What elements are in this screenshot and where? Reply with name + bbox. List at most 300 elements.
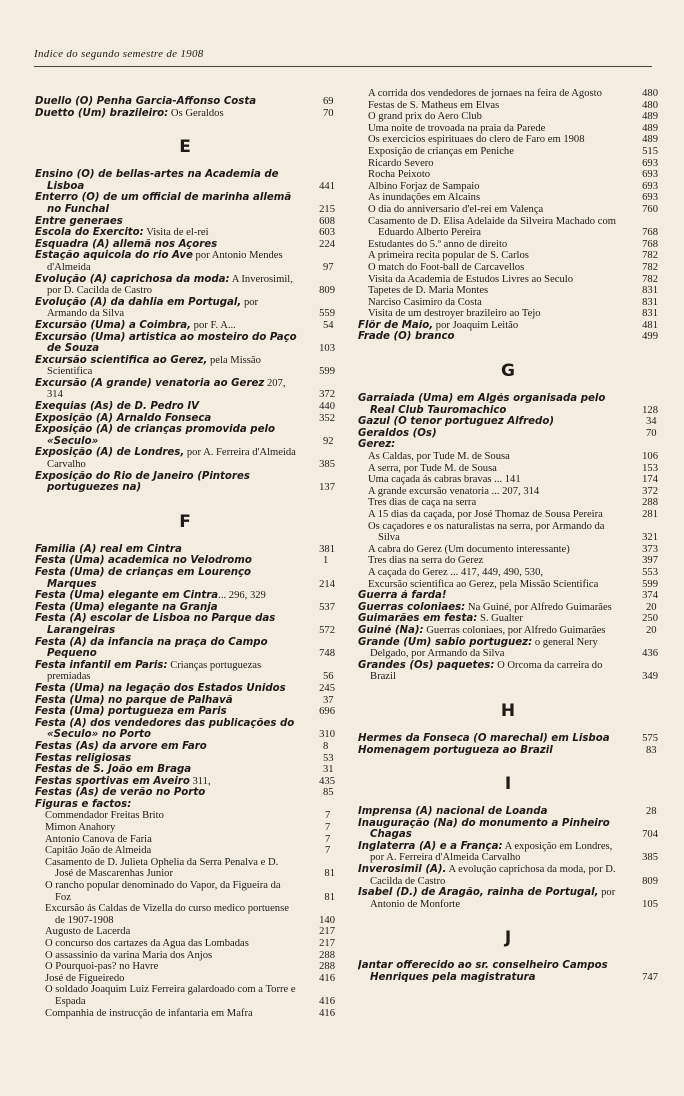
sub-entry: [45, 984, 335, 1007]
entry-detail: por Antonio de Monforte: [370, 887, 616, 910]
entry-text: Visita da Academia de Estudos Livres ao Seculo: [368, 273, 574, 285]
entry-detail: Na Guiné, por Alfredo Guimarães: [465, 601, 612, 613]
entry-text: [358, 841, 612, 864]
entry-heading: Guimarães em festa:: [358, 613, 478, 625]
entry-text: Narciso Casimiro da Costa: [368, 296, 482, 308]
page-number: 553: [642, 566, 658, 578]
entry-heading: Exposição (A) de Londres,: [35, 447, 185, 459]
entry-detail: ... 296, 329: [218, 590, 266, 602]
entry-text: Antonio Canova de Faria: [45, 833, 152, 845]
entry-heading: Enterro (O) de um official de marinha allemã no Funchal: [35, 192, 292, 215]
index-entry: [358, 590, 658, 602]
index-entry: Festa (Uma) no parque de Palhavã 37: [35, 694, 334, 706]
entry-text: O match do Foot-ball de Carcavellos: [368, 261, 525, 273]
page-number: 537: [319, 601, 335, 613]
entry-text: Capitão João de Almeida: [45, 845, 152, 857]
entry-text: [358, 428, 437, 439]
index-entry: [358, 320, 658, 332]
sub-entry: [368, 274, 658, 286]
sub-entry: [368, 567, 658, 579]
index-entry: [358, 864, 658, 887]
entry-text: Ricardo Severo: [368, 157, 434, 169]
entry-heading: Festa (Uma) elegante em Cintra: [35, 590, 219, 602]
entry-text: O dia do anniversario d'el-rei em Valença: [368, 203, 544, 215]
entry-heading: Guerra á farda!: [358, 590, 447, 602]
page-number: 782: [642, 273, 658, 285]
index-entry: [35, 706, 335, 718]
page-number: 809: [642, 875, 658, 887]
entry-detail: por Antonio Mendes d'Almeida: [47, 250, 283, 273]
entry-text: [35, 378, 286, 401]
entry-heading: Exposição (A) Arnaldo Fonseca: [35, 412, 212, 424]
entry-text: Companhia de instrucção de infantaria em Mafra: [45, 1007, 253, 1019]
page-number: 441: [319, 180, 335, 192]
entry-heading: Guerras coloniaes:: [358, 601, 466, 613]
index-entry: [35, 567, 335, 590]
entry-text: [35, 297, 258, 320]
entry-text: [35, 741, 207, 752]
index-entry: Festas de S. João em Braga 31: [35, 764, 334, 776]
entry-text: A primeira recita popular de S. Carlos: [368, 250, 529, 262]
entry-text: Visita de um destroyer brazileiro ao Tejo: [368, 308, 541, 320]
entry-text: [35, 613, 275, 636]
index-entry: [35, 613, 335, 636]
entry-heading: Festa (Uma) no parque de Palhavã: [35, 694, 233, 706]
page-number: 831: [642, 285, 658, 297]
page-number: 481: [642, 319, 658, 331]
page-number: 768: [642, 227, 658, 239]
entry-text: As inundações em Alcains: [368, 192, 481, 204]
sub-entry: [368, 216, 658, 239]
index-entry: Festas (As) de verão no Porto 85: [35, 787, 334, 799]
entry-detail: 207, 314: [47, 377, 286, 401]
entry-text: O grand prix do Aero Club: [368, 111, 482, 123]
sub-entry: [368, 88, 658, 100]
section-letter: I: [504, 774, 512, 795]
page-number: 435: [319, 775, 335, 787]
index-entry: Guiné (Na): Guerras coloniaes, por Alfredo Guimarães 20: [358, 624, 657, 636]
index-entry: [358, 733, 658, 745]
index-entry: [35, 192, 335, 215]
index-entry: Gazul (O tenor portuguez Alfredo) 34: [358, 416, 657, 428]
page-number: 416: [319, 995, 335, 1007]
index-entry: [35, 776, 335, 788]
index-entry: [35, 274, 335, 297]
index-entry: [35, 718, 335, 741]
page-number: 768: [642, 238, 658, 250]
page-number: 250: [642, 613, 658, 625]
index-entry: Imprensa (A) nacional de Loanda 28: [358, 806, 657, 818]
page-number: 599: [642, 578, 658, 590]
entry-detail: 311,: [189, 775, 211, 787]
entry-text: O assassinio da varina Maria dos Anjos: [45, 949, 213, 961]
entry-heading: Festa infantil em Paris:: [35, 659, 168, 671]
index-entry: Festa (Uma) academica no Velodromo 1: [35, 555, 329, 567]
entry-detail: O Orcoma da carreira do Brazil: [370, 659, 603, 683]
entry-heading: Jantar offerecido ao sr. conselheiro Campos Henriques pela magistratura: [358, 960, 608, 984]
entry-text: [35, 227, 209, 238]
entry-heading: Festas religiosas: [35, 752, 132, 764]
entry-text: Tres dias de caça na serra: [368, 497, 477, 509]
sub-entry: [45, 938, 335, 950]
index-entry: [35, 378, 335, 401]
entry-heading: Gazul (O tenor portuguez Alfredo): [358, 416, 554, 428]
index-entry: [35, 471, 335, 494]
entry-text: Uma noite de trovoada na praia da Parede: [368, 122, 546, 134]
page-number: 310: [319, 729, 335, 741]
index-entry: [358, 960, 658, 983]
page-number: 81: [324, 891, 335, 903]
entry-text: [35, 602, 218, 613]
entry-text: [35, 355, 261, 378]
page-number: 140: [319, 914, 335, 926]
section-letter: H: [500, 700, 516, 721]
entry-text: Excursão ás Caldas de Vizella do curso medico portuense de 1907-1908: [45, 903, 289, 926]
page-number: 782: [642, 250, 658, 262]
entry-text: [35, 320, 236, 331]
sub-entry: [368, 474, 658, 486]
entry-text: [35, 413, 211, 424]
page-number: 381: [319, 543, 335, 555]
entry-detail: S. Gualter: [477, 613, 523, 625]
entry-detail: Guerras coloniaes, por Alfredo Guimarães: [423, 624, 606, 636]
page-number: 748: [319, 648, 335, 660]
entry-text: [35, 590, 266, 601]
entry-text: [35, 555, 252, 566]
entry-heading: Guiné (Na):: [358, 624, 424, 636]
page-number: 608: [319, 215, 335, 227]
sub-entry: [45, 973, 335, 985]
index-entry: Duello (O) Penha Garcia-Affonso Costa 69: [35, 96, 334, 107]
page-number: 575: [642, 732, 658, 744]
sub-entry: [368, 579, 658, 591]
index-entry: [35, 799, 335, 811]
entry-text: [35, 108, 224, 119]
page-number: 572: [319, 624, 335, 636]
entry-text: A caçada do Gerez ... 417, 449, 490, 530,: [368, 566, 544, 578]
entry-heading: Festas sportivas em Aveiro: [35, 775, 190, 787]
entry-text: [358, 613, 523, 624]
page-number: 809: [319, 285, 335, 297]
page-number: 480: [642, 99, 658, 111]
entry-text: Commendador Freitas Brito: [45, 810, 164, 822]
entry-detail: A Inverosimil, por D. Cacilda de Castro: [47, 273, 293, 297]
entry-heading: Escola do Exercito:: [35, 227, 144, 239]
entry-text: [35, 192, 291, 215]
entry-text: O concurso dos cartazes da Agua das Lombadas: [45, 938, 249, 949]
sub-entry: [45, 1008, 335, 1020]
index-entry: [35, 602, 335, 614]
entry-detail: por Joaquim Leitão: [433, 319, 519, 331]
page-number: 105: [642, 898, 658, 910]
entry-text: Albino Forjaz de Sampaio: [368, 180, 480, 192]
page-number: 760: [642, 203, 658, 215]
entry-heading: Festas de S. João em Braga: [35, 764, 192, 776]
index-entry: [35, 297, 335, 320]
entry-detail: Visita de el-rei: [143, 227, 209, 239]
entry-text: Excursão scientifica ao Gerez, pela Missão Scientifica: [368, 578, 599, 590]
page-number: 693: [642, 192, 658, 204]
sub-entry: [368, 463, 658, 475]
index-entry: [35, 332, 335, 355]
page-number: 281: [642, 509, 658, 520]
entry-text: [358, 416, 554, 427]
page-number: 782: [642, 261, 658, 273]
sub-entry: [368, 308, 658, 320]
entry-text: [35, 753, 131, 764]
entry-detail: o general Nery Delgado, por Armando da Silva: [370, 636, 598, 660]
page-number: 480: [642, 88, 658, 99]
entry-text: Os caçadores e os naturalistas na serra, por Armando da Silva: [368, 520, 605, 544]
entry-text: [35, 787, 205, 798]
entry-text: A grande excursão venatoria ... 207, 314: [368, 485, 540, 497]
sub-entry: [368, 204, 658, 216]
sub-entry: [368, 158, 658, 170]
page-number: 153: [642, 462, 658, 474]
index-entry: [35, 544, 335, 556]
entry-text: [35, 764, 191, 775]
entry-heading: Festa (Uma) portugueza em Paris: [35, 706, 227, 718]
entry-text: [358, 960, 608, 983]
index-entry: [358, 637, 658, 660]
entry-heading: Exequias (As) de D. Pedro IV: [35, 401, 200, 413]
entry-heading: Evolução (A) caprichosa da moda:: [35, 273, 230, 285]
entry-heading: Festa (Uma) academica no Velodromo: [35, 555, 252, 567]
index-entry: [35, 590, 335, 602]
page-number: 128: [642, 404, 658, 416]
sub-entry: [368, 451, 658, 463]
sub-entry: [368, 146, 658, 158]
right-column: [358, 88, 658, 984]
entry-heading: Gerez:: [358, 439, 396, 451]
index-entry: [358, 818, 658, 841]
page-number: 693: [642, 157, 658, 169]
sub-entry: [368, 497, 658, 509]
index-entry: [35, 447, 335, 470]
entry-text: [35, 96, 256, 107]
index-entry: Geraldos (Os) 70: [358, 427, 657, 439]
index-entry: Exposição (A) de crianças promovida pelo «Seculo» 92: [35, 424, 334, 447]
index-entry: [35, 355, 335, 378]
entry-text: [35, 216, 123, 227]
entry-text: Augusto de Lacerda: [45, 926, 131, 938]
index-entry: Festas (As) da arvore em Faro 8: [35, 740, 329, 752]
entry-heading: Excursão (Uma) a Coimbra,: [35, 319, 192, 331]
page-header: Indice do segundo semestre de 1908: [34, 48, 204, 60]
page-number: 174: [642, 474, 658, 486]
page-number: 440: [319, 401, 335, 413]
entry-heading: Festa (Uma) na legação dos Estados Unidos: [35, 682, 286, 694]
entry-heading: Esquadra (A) allemã nos Açores: [35, 238, 218, 250]
entry-text: [35, 169, 279, 192]
page-number: 693: [642, 169, 658, 181]
entry-text: O soldado Joaquim Luiz Ferreira galardoado com a Torre e Espada: [45, 984, 296, 1007]
index-entry: [358, 439, 658, 451]
entry-text: [35, 274, 293, 297]
page-number: 831: [642, 296, 658, 308]
sub-entry: Capitão João de Almeida 7: [45, 845, 331, 857]
entry-heading: Excursão (A grande) venatoria ao Gerez: [35, 377, 265, 389]
sub-entry: [368, 262, 658, 274]
entry-text: [358, 887, 615, 910]
entry-detail: A exposição em Londres, por A. Ferreira d'Almeida Carvalho: [370, 840, 613, 864]
entry-text: O Pourquoi-pas? no Havre: [45, 961, 159, 973]
sub-entry: [45, 926, 335, 938]
sub-entry: [368, 297, 658, 309]
entry-heading: Festa (Uma) elegante na Granja: [35, 601, 218, 613]
entry-heading: Estação aquicola do rio Ave: [35, 250, 193, 262]
sub-entry: [368, 111, 658, 123]
sub-entry: [368, 521, 658, 544]
entry-text: [358, 602, 612, 613]
sub-entry: [45, 961, 335, 973]
entry-text: [35, 706, 227, 717]
page-number: 559: [319, 308, 335, 320]
entry-heading: Garraiada (Uma) em Algés organisada pelo Real Club Tauromachico: [358, 393, 606, 416]
sub-entry: [45, 857, 335, 880]
sub-entry: [45, 950, 335, 962]
entry-heading: Duetto (Um) brazileiro:: [35, 107, 169, 119]
sub-entry: Antonio Canova de Faria 7: [45, 833, 331, 845]
entry-heading: Grande (Um) sabio portuguez:: [358, 636, 533, 648]
page-number: 214: [319, 578, 335, 590]
page-number: 747: [642, 972, 658, 984]
page-number: 372: [319, 389, 335, 401]
entry-text: [35, 424, 275, 447]
entry-text: [35, 250, 283, 273]
entry-text: A corrida dos vendedores de jornaes na feira de Agosto: [368, 88, 602, 99]
entry-detail: pela Missão Scientifica: [47, 354, 261, 378]
index-entry: [35, 169, 335, 192]
entry-detail: por F. A...: [191, 319, 236, 331]
page-number: 103: [319, 343, 335, 355]
page-number: 374: [642, 590, 658, 602]
page-number: 349: [642, 671, 658, 683]
index-entry: [35, 239, 335, 251]
page-number: 489: [642, 122, 658, 134]
index-entry: Excursão (Uma) a Coimbra, por F. A... 54: [35, 319, 334, 331]
page-number: 603: [319, 227, 335, 239]
entry-detail: por Armando da Silva: [47, 296, 259, 320]
entry-text: Casamento de D. Julieta Ophelia da Serra Penalva e D. José de Mascarenhas Junior: [45, 856, 279, 880]
index-entry: Festa infantil em Paris: Crianças portuguezas premiadas 56: [35, 659, 334, 683]
entry-text: [358, 818, 610, 841]
index-entry: [358, 613, 658, 625]
page-number: 217: [319, 938, 335, 949]
entry-text: [358, 393, 605, 416]
entry-text: [35, 799, 131, 810]
page-number: 372: [642, 485, 658, 497]
entry-heading: Flôr de Maio,: [358, 319, 434, 331]
entry-text: [35, 660, 261, 683]
index-entry: [358, 660, 658, 683]
index-entry: Homenagem portugueza ao Brazil 83: [358, 744, 657, 756]
entry-text: Estudantes do 5.º anno de direito: [368, 238, 508, 250]
entry-text: [35, 332, 297, 355]
entry-text: [358, 733, 610, 744]
entry-text: [35, 239, 217, 250]
entry-text: José de Figueiredo: [45, 972, 125, 984]
entry-text: [35, 471, 250, 494]
entry-heading: Entre generaes: [35, 215, 123, 227]
entry-heading: Figuras e factos:: [35, 798, 132, 810]
page-number: 373: [642, 543, 658, 555]
sub-entry: Mimon Anahory 7: [45, 822, 331, 834]
page-number: 215: [319, 203, 335, 215]
entry-detail: por A. Ferreira d'Almeida Carvalho: [47, 447, 296, 471]
index-entry: [35, 401, 335, 413]
entry-text: Tapetes de D. Maria Montes: [368, 285, 489, 297]
entry-text: Festas de S. Matheus em Elvas: [368, 99, 500, 111]
entry-text: [35, 683, 286, 694]
index-entry: [358, 841, 658, 864]
page-number: 106: [642, 451, 658, 463]
entry-text: [358, 864, 616, 887]
entry-text: Uma caçada ás cabras bravas ... 141: [368, 474, 521, 486]
page-number: 385: [319, 459, 335, 471]
entry-text: Rocha Peixoto: [368, 169, 431, 181]
page-number: 499: [642, 331, 658, 343]
index-entry: [35, 637, 335, 660]
page-number: 321: [642, 532, 658, 544]
page-number: 224: [319, 238, 335, 250]
entry-heading: Excursão (Uma) artistica ao mosteiro do Paço de Souza: [35, 331, 297, 355]
entry-heading: Excursão scientifica ao Gerez,: [35, 354, 208, 366]
page-number: 599: [319, 366, 335, 378]
entry-heading: Exposição (A) de crianças promovida pelo «Seculo»: [35, 424, 276, 447]
section-letter: E: [179, 137, 191, 158]
sub-entry: [45, 880, 335, 903]
entry-text: [358, 660, 602, 683]
sub-entry: [368, 134, 658, 146]
sub-entry: [368, 250, 658, 262]
index-entry: Duetto (Um) brazileiro: Os Geraldos 70: [35, 107, 334, 119]
entry-text: [35, 567, 251, 590]
entry-text: As Caldas, por Tude M. de Sousa: [368, 451, 510, 463]
sub-entry: [368, 544, 658, 556]
sub-entry: [368, 239, 658, 251]
entry-text: [358, 590, 447, 601]
entry-heading: Festa (A) escolar de Lisboa no Parque das Larangeiras: [35, 613, 276, 636]
index-entry: [35, 683, 335, 695]
page-number: 217: [319, 926, 335, 938]
entry-heading: Imprensa (A) nacional de Loanda: [358, 806, 548, 818]
entry-heading: Festas (As) de verão no Porto: [35, 787, 206, 799]
entry-heading: Evolução (A) da dahlia em Portugal,: [35, 296, 242, 308]
entry-text: [358, 331, 455, 342]
entry-heading: Inverosimil (A).: [358, 864, 447, 876]
page-number: 288: [319, 961, 335, 973]
entry-heading: Homenagem portugueza ao Brazil: [358, 744, 553, 756]
entry-text: O rancho popular denominado do Vapor, da Figueira da Foz: [45, 880, 281, 903]
page-number: 245: [319, 682, 335, 694]
entry-heading: Festa (Uma) de crianças em Lourenço Marques: [35, 567, 252, 590]
entry-text: [358, 806, 547, 817]
entry-heading: Familia (A) real em Cintra: [35, 543, 182, 555]
page-number: 288: [642, 497, 658, 509]
page-number: 693: [642, 180, 658, 192]
page-number: 696: [319, 706, 335, 718]
sub-entry: [368, 509, 658, 521]
section-letter: G: [501, 361, 515, 382]
left-column: [35, 96, 335, 1019]
page-number: 515: [642, 145, 658, 157]
sub-entry: [368, 555, 658, 567]
entry-text: Tres dias na serra do Gerez: [368, 555, 484, 567]
page-number: 436: [642, 648, 658, 660]
sub-entry: [368, 486, 658, 498]
page-number: 831: [642, 308, 658, 320]
